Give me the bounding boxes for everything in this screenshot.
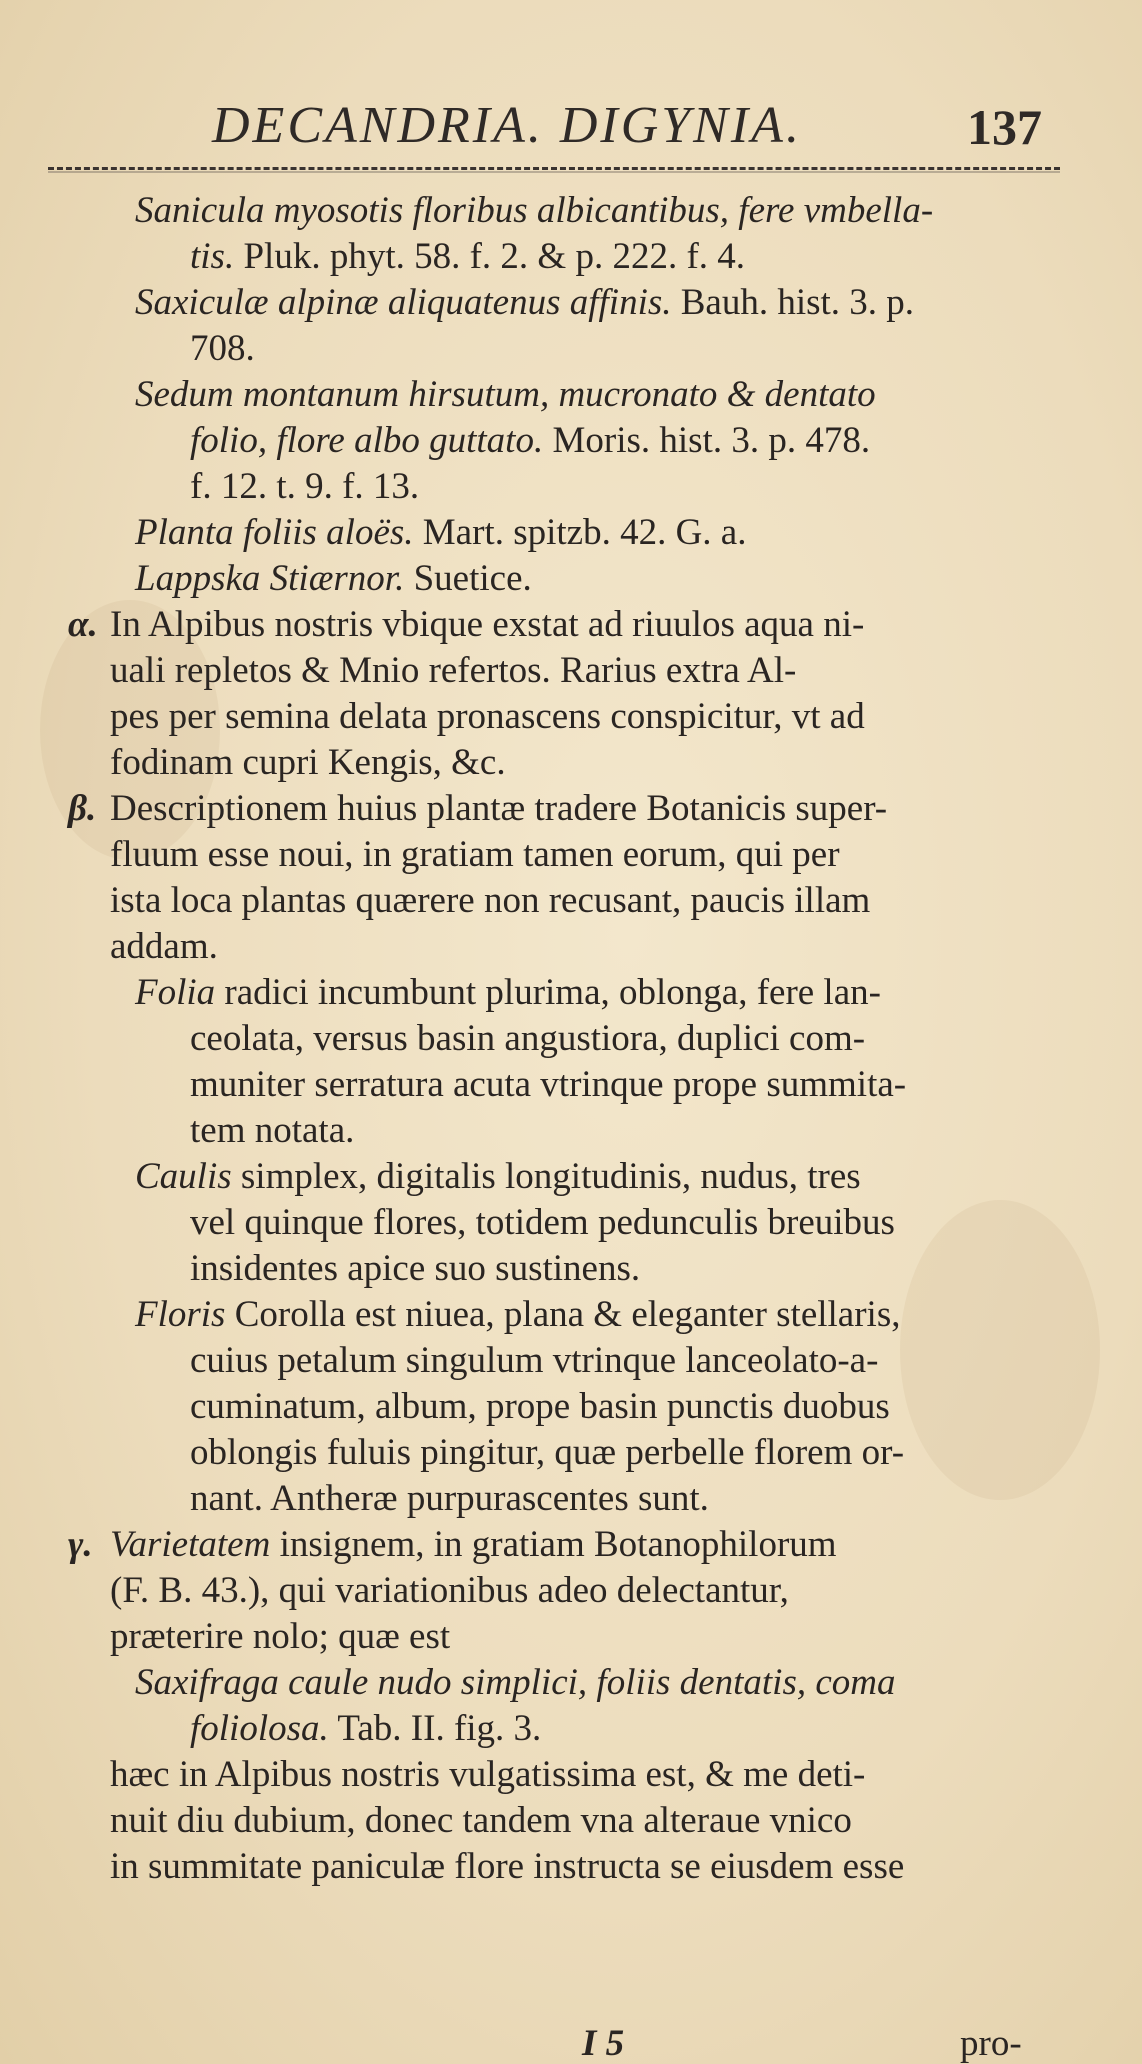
line-text: [190, 418, 870, 464]
text-line: [0, 970, 1142, 1016]
line-text: [135, 1292, 900, 1338]
line-text: [135, 188, 933, 234]
text-line: [0, 556, 1142, 602]
text-line: [0, 1844, 1142, 1890]
roman-text: uali repletos & Mnio refertos. Rarius extra Al-: [110, 650, 797, 691]
roman-text: ista loca plantas quærere non recusant, paucis illam: [110, 880, 871, 921]
line-text: [190, 464, 419, 510]
roman-text: Corolla est niuea, plana & eleganter stellaris,: [225, 1294, 901, 1335]
italic-text: Varietatem: [110, 1524, 271, 1565]
text-line: [0, 280, 1142, 326]
italic-text: Saxiculæ alpinæ aliquatenus affinis.: [135, 282, 672, 323]
line-text: [190, 326, 255, 372]
line-text: [110, 602, 864, 648]
roman-text: Moris. hist. 3. p. 478.: [543, 420, 871, 461]
page-footer: [0, 2022, 1142, 2064]
roman-text: cuius petalum singulum vtrinque lanceolato-a-: [190, 1340, 879, 1381]
roman-text: pes per semina delata pronascens conspicitur, vt ad: [110, 696, 865, 737]
text-line: [0, 1016, 1142, 1062]
line-text: [190, 1200, 895, 1246]
text-line: [0, 1752, 1142, 1798]
text-line: [0, 924, 1142, 970]
text-line: [0, 1384, 1142, 1430]
line-text: [110, 832, 840, 878]
text-line: [0, 1706, 1142, 1752]
line-text: [135, 510, 746, 556]
roman-text: insidentes apice suo sustinens.: [190, 1248, 641, 1289]
roman-text: muniter serratura acuta vtrinque prope summita-: [190, 1064, 907, 1105]
line-text: [135, 372, 876, 418]
paragraph-marker: β.: [68, 788, 97, 829]
roman-text: in summitate paniculæ flore instructa se eiusdem esse: [110, 1846, 905, 1887]
roman-text: Suetice.: [404, 558, 532, 599]
text-line: [0, 372, 1142, 418]
text-line: [0, 1338, 1142, 1384]
line-text: [190, 1246, 640, 1292]
roman-text: Tab. II. fig. 3.: [328, 1708, 542, 1749]
text-line: [0, 740, 1142, 786]
roman-text: hæc in Alpibus nostris vulgatissima est, & me deti-: [110, 1754, 866, 1795]
line-text: [135, 970, 881, 1016]
line-text: [110, 1798, 852, 1844]
text-line: [0, 1568, 1142, 1614]
roman-text: nuit diu dubium, donec tandem vna alteraue vnico: [110, 1800, 852, 1841]
line-text: [110, 1522, 837, 1568]
text-line: [0, 1660, 1142, 1706]
roman-text: addam.: [110, 926, 218, 967]
header-rule-shadow: [48, 171, 1060, 173]
line-text: [110, 1844, 904, 1890]
roman-text: f. 12. t. 9. f. 13.: [190, 466, 420, 507]
line-text: [110, 740, 506, 786]
line-text: [190, 1016, 865, 1062]
line-text: [110, 878, 870, 924]
line-text: [135, 1660, 896, 1706]
italic-text: Sanicula myosotis floribus albicantibus, fere vmbella-: [135, 190, 934, 231]
body-text: [0, 188, 1142, 1890]
line-text: [135, 1154, 861, 1200]
italic-text: Planta foliis aloës.: [135, 512, 414, 553]
text-line: [0, 1246, 1142, 1292]
roman-text: Bauh. hist. 3. p.: [671, 282, 915, 323]
line-text: [110, 1568, 789, 1614]
running-title: DECANDRIA. DIGYNIA.: [212, 97, 802, 154]
text-line: [0, 648, 1142, 694]
italic-text: Floris: [135, 1294, 226, 1335]
text-line: [0, 832, 1142, 878]
line-text: [110, 1614, 450, 1660]
roman-text: vel quinque flores, totidem pedunculis breuibus: [190, 1202, 895, 1243]
line-text: [190, 234, 745, 280]
catchword: pro-: [960, 2023, 1022, 2064]
line-text: [110, 924, 218, 970]
line-text: [190, 1384, 890, 1430]
roman-text: oblongis fuluis pingitur, quæ perbelle florem or-: [190, 1432, 905, 1473]
signature-mark: I 5: [582, 2023, 625, 2064]
text-line: [0, 1108, 1142, 1154]
roman-text: præterire nolo; quæ est: [110, 1616, 451, 1657]
text-line: [0, 694, 1142, 740]
text-line: [0, 1062, 1142, 1108]
italic-text: Saxifraga caule nudo simplici, foliis dentatis, coma: [135, 1662, 896, 1703]
line-text: [190, 1338, 878, 1384]
roman-text: fluum esse noui, in gratiam tamen eorum, qui per: [110, 834, 840, 875]
roman-text: 708.: [190, 328, 255, 369]
italic-text: foliolosa.: [190, 1708, 329, 1749]
italic-text: Sedum montanum hirsutum, mucronato & dentato: [135, 374, 876, 415]
roman-text: Mart. spitzb. 42. G. a.: [413, 512, 747, 553]
text-line: [0, 1154, 1142, 1200]
line-text: [190, 1706, 541, 1752]
line-text: [135, 280, 914, 326]
line-text: [135, 556, 532, 602]
roman-text: simplex, digitalis longitudinis, nudus, tres: [231, 1156, 861, 1197]
text-line: [0, 188, 1142, 234]
text-line: [0, 1614, 1142, 1660]
italic-text: Folia: [135, 972, 216, 1013]
italic-text: tis.: [190, 236, 235, 277]
roman-text: ceolata, versus basin angustiora, duplici com-: [190, 1018, 866, 1059]
text-line: [0, 1522, 1142, 1568]
roman-text: insignem, in gratiam Botanophilorum: [270, 1524, 837, 1565]
text-line: [0, 1798, 1142, 1844]
text-line: [0, 326, 1142, 372]
text-line: [0, 1476, 1142, 1522]
line-text: [110, 648, 796, 694]
page-header: [212, 96, 1042, 156]
roman-text: Descriptionem huius plantæ tradere Botanicis super-: [110, 788, 888, 829]
line-text: [190, 1062, 906, 1108]
paragraph-marker: α.: [68, 604, 98, 645]
line-text: [190, 1430, 904, 1476]
text-line: [0, 234, 1142, 280]
text-line: [0, 878, 1142, 924]
text-line: [0, 1200, 1142, 1246]
roman-text: (F. B. 43.), qui variationibus adeo delectantur,: [110, 1570, 789, 1611]
line-text: [190, 1476, 709, 1522]
line-text: [110, 694, 865, 740]
text-line: [0, 510, 1142, 556]
page-number: 137: [967, 99, 1042, 155]
roman-text: nant. Antheræ purpurascentes sunt.: [190, 1478, 709, 1519]
roman-text: tem notata.: [190, 1110, 355, 1151]
roman-text: Pluk. phyt. 58. f. 2. & p. 222. f. 4.: [234, 236, 746, 277]
text-line: [0, 1430, 1142, 1476]
roman-text: cuminatum, album, prope basin punctis duobus: [190, 1386, 890, 1427]
line-text: [190, 1108, 354, 1154]
text-line: [0, 1292, 1142, 1338]
italic-text: Lappska Stiærnor.: [135, 558, 405, 599]
roman-text: In Alpibus nostris vbique exstat ad riuulos aqua ni-: [110, 604, 865, 645]
text-line: [0, 418, 1142, 464]
text-line: [0, 786, 1142, 832]
text-line: [0, 464, 1142, 510]
text-line: [0, 602, 1142, 648]
paragraph-marker: γ.: [68, 1524, 93, 1565]
line-text: [110, 1752, 865, 1798]
line-text: [110, 786, 887, 832]
italic-text: Caulis: [135, 1156, 232, 1197]
roman-text: radici incumbunt plurima, oblonga, fere lan-: [215, 972, 881, 1013]
roman-text: fodinam cupri Kengis, &c.: [110, 742, 506, 783]
italic-text: folio, flore albo guttato.: [190, 420, 544, 461]
